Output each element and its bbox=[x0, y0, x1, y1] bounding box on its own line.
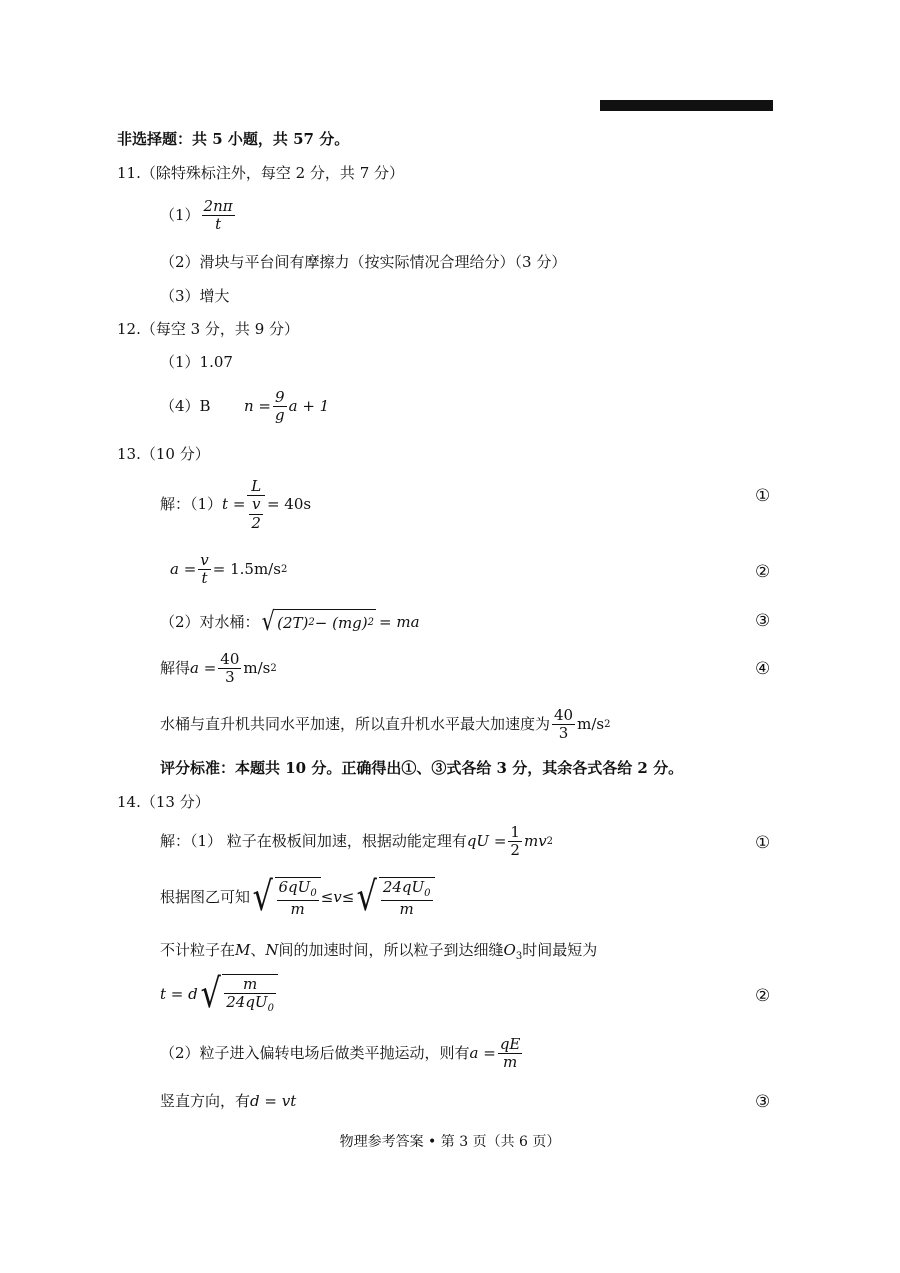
q12-part1: （1）1.07 bbox=[160, 353, 233, 371]
page-footer: 物理参考答案 • 第 3 页（共 6 页） bbox=[339, 1134, 561, 1150]
q11-part3: （3）增大 bbox=[160, 287, 230, 305]
q13-eq2: a = $\frac{v}{t}$ = 1.5m/s 2 bbox=[170, 551, 288, 588]
equation-marker: ② bbox=[755, 562, 771, 582]
equation-marker: ① bbox=[755, 833, 771, 853]
equation-marker: ③ bbox=[755, 611, 771, 631]
q11-part1: （1） $\frac{2n\pi}{t}$ bbox=[160, 197, 233, 234]
q14-title: 14.（13 分） bbox=[117, 793, 210, 811]
header-bar bbox=[600, 100, 773, 111]
q12-fraction: $\frac{9}{g}$ bbox=[275, 388, 285, 425]
sqrt-expression-c: √ $\frac{m}{24qU_0}$ bbox=[198, 974, 278, 1015]
q14-text-line: 不计粒子在M、N间的加速时间，所以粒子到达细缝$O_3$时间最短为 bbox=[160, 941, 598, 962]
q14-eq1: 解：（1） 粒子在极板间加速，根据动能定理有 qU = $\frac{1}{2}$ mv 2 bbox=[160, 823, 554, 860]
q14-eq-range: 根据图乙可知 √ $\frac{6qU_0}{m}$ ≤v≤ √ $\frac{24qU_0}{m}$ bbox=[160, 877, 435, 918]
q13-eq1-fraction: $\frac{L}{\frac{v}{2}}$ bbox=[247, 478, 265, 532]
q13-scoring: 评分标准：本题共 10 分。正确得出①、③式各给 3 分，其余各式各给 2 分。 bbox=[160, 759, 684, 777]
q12-part4: （4）B n = $\frac{9}{g}$ a + 1 bbox=[160, 388, 330, 425]
q13-conclusion: 水桶与直升机共同水平加速，所以直升机水平最大加速度为 $\frac{40}{3}$ m/s 2 bbox=[160, 706, 611, 743]
q13-eq4: 解得 a = $\frac{40}{3}$ m/s 2 bbox=[160, 650, 277, 687]
q13-title: 13.（10 分） bbox=[117, 445, 210, 463]
q14-eq1-fraction: $\frac{1}{2}$ bbox=[510, 823, 520, 860]
equation-marker: ③ bbox=[755, 1092, 771, 1112]
q14-eq3: 竖直方向，有d = vt bbox=[160, 1092, 297, 1110]
q13-eq2-fraction: $\frac{v}{t}$ bbox=[200, 551, 209, 588]
q11-title: 11.（除特殊标注外，每空 2 分，共 7 分） bbox=[117, 164, 405, 182]
q14-eq2: t = d √ $\frac{m}{24qU_0}$ bbox=[160, 974, 278, 1015]
q11-part2: （2）滑块与平台间有摩擦力（按实际情况合理给分）（3 分） bbox=[160, 253, 567, 271]
q13-conclusion-fraction: $\frac{40}{3}$ bbox=[554, 706, 574, 743]
equation-marker: ② bbox=[755, 986, 771, 1006]
equation-marker: ④ bbox=[755, 659, 771, 679]
sqrt-expression-b: √ $\frac{24qU_0}{m}$ bbox=[354, 877, 434, 918]
section-header: 非选择题：共 5 小题，共 57 分。 bbox=[117, 130, 350, 148]
equation-marker: ① bbox=[755, 486, 771, 506]
q13-eq4-fraction: $\frac{40}{3}$ bbox=[220, 650, 240, 687]
sqrt-expression: √ (2T) 2 − (mg) 2 bbox=[261, 607, 375, 637]
q14-eq-accel: （2）粒子进入偏转电场后做类平抛运动，则有 a = $\frac{qE}{m}$ bbox=[160, 1035, 521, 1072]
q12-title: 12.（每空 3 分，共 9 分） bbox=[117, 320, 300, 338]
q13-eq1: 解：（1） t = $\frac{L}{\frac{v}{2}}$ = 40s bbox=[160, 477, 312, 532]
sqrt-expression-a: √ $\frac{6qU_0}{m}$ bbox=[250, 877, 321, 918]
q14-accel-fraction: $\frac{qE}{m}$ bbox=[499, 1035, 521, 1072]
q13-eq3: （2）对水桶： √ (2T) 2 − (mg) 2 = ma bbox=[160, 607, 420, 637]
q11-fraction: $\frac{2n\pi}{t}$ bbox=[203, 197, 233, 234]
